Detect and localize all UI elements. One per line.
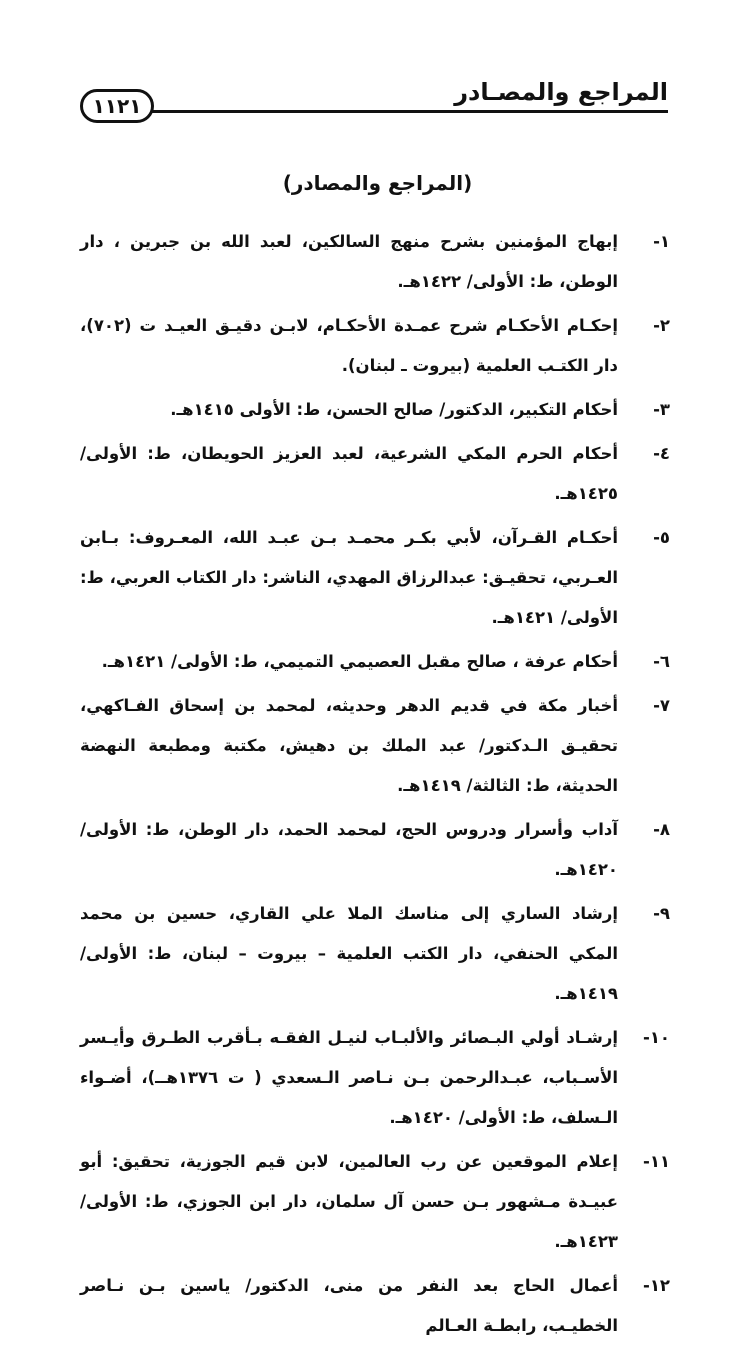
reference-text: أحكام التكبير، الدكتور/ صالح الحسن، ط: الأولى ١٤١٥هـ. xyxy=(170,400,618,419)
reference-item xyxy=(80,518,670,638)
reference-number: ٥- xyxy=(653,528,670,547)
reference-text: آداب وأسرار ودروس الحج، لمحمد الحمد، دار الوطن، ط: الأولى/ ١٤٢٠هـ. xyxy=(80,820,618,879)
reference-text: أحكام الحرم المكي الشرعية، لعبد العزيز الحويطان، ط: الأولى/ ١٤٢٥هـ. xyxy=(80,444,618,503)
running-title: المراجع والمصـادر xyxy=(454,78,668,106)
reference-number: ٩- xyxy=(653,904,670,923)
reference-number: ٨- xyxy=(653,820,670,839)
reference-text: إرشاد الساري إلى مناسك الملا علي القاري، حسين بن محمد المكي الحنفي، دار الكتب العلمية – بيروت – لبنان، ط: الأولى/ ١٤١٩هـ. xyxy=(80,904,618,1003)
reference-text: أحكام عرفة ، صالح مقبل العصيمي التميمي، ط: الأولى/ ١٤٢١هـ. xyxy=(101,652,618,671)
reference-item xyxy=(80,390,670,430)
reference-number: ٣- xyxy=(653,400,670,419)
reference-item xyxy=(80,222,670,302)
reference-text: إرشـاد أولي البـصائر والألبـاب لنيـل الفقـه بـأقرب الطـرق وأيـسر الأسـباب، عبـدالرحمن بـن نـاصر الـسعدي ( ت ١٣٧٦هــ)، أضـواء الـسلف، ط: الأولى/ ١٤٢٠هـ. xyxy=(80,1028,619,1127)
reference-item xyxy=(80,894,670,1014)
reference-item xyxy=(80,686,670,806)
page-number: ١١٢١ xyxy=(80,89,154,123)
reference-number: ٤- xyxy=(653,444,670,463)
reference-item xyxy=(80,1142,670,1262)
reference-item xyxy=(80,810,670,890)
reference-text: إبهاج المؤمنين بشرح منهج السالكين، لعبد الله بن جبرين ، دار الوطن، ط: الأولى/ ١٤٢٢هـ. xyxy=(80,232,618,291)
reference-text: إعلام الموقعين عن رب العالمين، لابن قيم الجوزية، تحقيق: أبو عبيـدة مـشهور بـن حسن آل سلمان، دار ابن الجوزي، ط: الأولى/ ١٤٢٣هـ. xyxy=(80,1152,618,1251)
reference-item xyxy=(80,1018,670,1138)
section-title: (المراجع والمصادر) xyxy=(282,171,473,195)
reference-text: إحكـام الأحكـام شرح عمـدة الأحكـام، لابـن دقيـق العيـد ت (٧٠٢)، دار الكتـب العلمية (بيروت ـ لبنان). xyxy=(80,316,618,375)
reference-number: ١- xyxy=(653,232,670,251)
reference-number: ٧- xyxy=(653,696,670,715)
reference-number: ١٠- xyxy=(642,1028,670,1047)
reference-text: أعمال الحاج بعد النفر من منى، الدكتور/ ياسين بـن نـاصر الخطيـب، رابطـة العـالم xyxy=(80,1276,618,1335)
reference-number: ١١- xyxy=(642,1152,670,1171)
references-list xyxy=(80,222,670,1350)
reference-text: أحكـام القـرآن، لأبي بكـر محمـد بـن عبـد الله، المعـروف: بـابن العـربي، تحقيـق: عبدالرزاق المهدي، الناشر: دار الكتاب العربي، ط: الأولى/ ١٤٢١هـ. xyxy=(80,528,618,627)
header-rule xyxy=(152,110,668,113)
reference-number: ١٢- xyxy=(642,1276,670,1295)
reference-item xyxy=(80,642,670,682)
reference-number: ٢- xyxy=(653,316,670,335)
page-header xyxy=(80,72,668,124)
reference-number: ٦- xyxy=(653,652,670,671)
reference-item xyxy=(80,306,670,386)
reference-text: أخبار مكة في قديم الدهر وحديثه، لمحمد بن إسحاق الفـاكهي، تحقيـق الـدكتور/ عبد الملك بن دهيش، مكتبة ومطبعة النهضة الحديثة، ط: الثالثة/ ١٤١٩هـ. xyxy=(80,696,618,795)
reference-item xyxy=(80,434,670,514)
reference-item xyxy=(80,1266,670,1346)
